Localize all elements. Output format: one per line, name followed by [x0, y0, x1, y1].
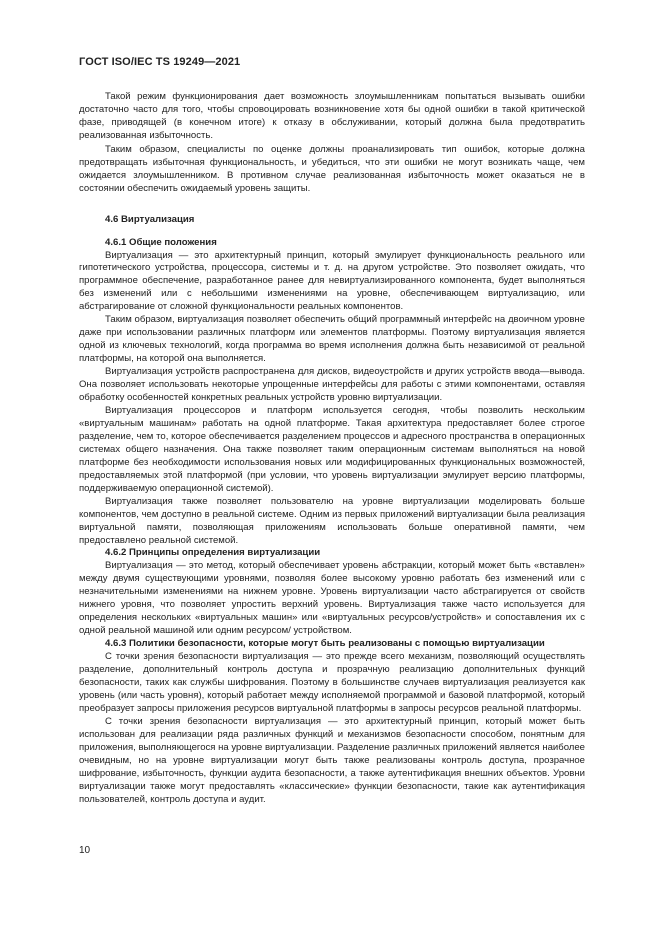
subsection-heading-4-6-2: 4.6.2 Принципы определения виртуализации	[105, 547, 321, 559]
subsection-heading-4-6-1: 4.6.1 Общие положения	[105, 236, 217, 248]
page-number: 10	[79, 845, 91, 856]
page-body	[79, 91, 585, 807]
document-header: ГОСТ ISO/IEC TS 19249—2021	[79, 56, 241, 68]
paragraph: Такой режим функционирования дает возможность злоумышленникам попытаться вызывать ошибки достаточно часто для того, чтобы спровоцировать возникновение хотя бы одной ошибки в такой критической фазе, приводящей (в конечном итоге) к отказу в обслуживании, который должна была предотвратить реализованная избыточность.	[79, 91, 585, 141]
paragraph: С точки зрения безопасности виртуализация — это прежде всего механизм, позволяющий осуществлять разделение, дополнительный контроль доступа и прозрачную реализацию дополнительных функций безопасности, таких как службы шифрования. Поэтому в большинстве случаев виртуализация реализуется как уровень (или часть уровня), который работает между исполняемой программой и базовой платформой, который преобразует запросы приложения ресурсов виртуальной платформы в запросы ресурсов реальной платформы.	[79, 651, 585, 714]
paragraph: Виртуализация — это архитектурный принцип, который эмулирует функциональность реального или гипотетического устройства, процессора, системы и т. д. на другом устройстве. Это позволяет ожидать, что программное обеспечение, разработанное ранее для невиртуализированного компонента, будет выполняться без изменений или с небольшими изменениями на уровне, обеспечивающем виртуализацию, или абстрагирование от сложной функциональности реальных компонентов.	[79, 249, 585, 313]
section-heading-4-6: 4.6 Виртуализация	[105, 213, 195, 225]
paragraph: С точки зрения безопасности виртуализация — это архитектурный принцип, который может быть использован для реализации ряда различных функций и механизмов безопасности способом, понятным для приложения, выполняющегося на уровне виртуализации. Разделение различных приложений является наиболее очевидным, но на уровне виртуализации могут быть также реализованы контроль доступа, прозрачное шифрование, избыточность, функции аудита безопасности, а также аутентификация внешних объектов. Уровни виртуализации также могут предоставлять «классические» функции безопасности, такие как аутентификация пользователей, контроль доступа и аудит.	[79, 715, 585, 805]
subsection-heading-4-6-3: 4.6.3 Политики безопасности, которые могут быть реализованы с помощью виртуализации	[105, 638, 545, 650]
paragraph: Виртуализация — это метод, который обеспечивает уровень абстракции, который может быть «вставлен» между двумя существующими уровнями, позволяя более высокому уровню работать без изменений или с незначительными изменениями на нижнем уровне. Уровень виртуализации часто абстрагируется от свойств нижнего уровня, что позволяет упростить верхний уровень. Виртуализация также часто используется для определения нескольких «виртуальных машин» или «виртуальных ресурсов/устройств» и сопоставления их с одной реальной машиной или одним ресурсом/ устройством.	[79, 560, 585, 637]
paragraph: Таким образом, специалисты по оценке должны проанализировать тип ошибок, которые должна предотвращать избыточная функциональность, и убедиться, что эти ошибки не могут возникать чаще, чем ожидается злоумышленником. В противном случае реализованная избыточность может оказаться не в состоянии обеспечить ожидаемый уровень защиты.	[79, 143, 585, 194]
paragraph: Виртуализация также позволяет пользователю на уровне виртуализации моделировать больше компонентов, чем доступно в реальной системе. Одним из первых приложений виртуализации была реализация виртуальной памяти, позволяющая приложениям использовать больше оперативной памяти, чем предоставлено реальной системой.	[79, 495, 585, 546]
paragraph: Виртуализация процессоров и платформ используется сегодня, чтобы позволить нескольким «виртуальным машинам» работать на одной платформе. Такая архитектура предоставляет более строгое разделение, чем то, которое обеспечивается разделением процессов и адресного пространства в операционных системах общего назначения. Она также позволяет таким операционным системам выполняться на новой платформе без необходимости использования новых или модифицированных функциональных возможностей, предоставляемых этой платформой (при условии, что уровень виртуализации эмулирует версию платформы, поддерживаемую операционной системой).	[79, 404, 585, 494]
paragraph: Таким образом, виртуализация позволяет обеспечить общий программный интерфейс на двоичном уровне даже при использовании различных платформ или элементов платформы. Поэтому виртуализация является одной из ключевых технологий, когда программа во время исполнения должна быть независимой от реальной платформы, на которой она выполняется.	[79, 314, 585, 365]
paragraph: Виртуализация устройств распространена для дисков, видеоустройств и других устройств ввода—вывода. Она позволяет использовать некоторые упрощенные интерфейсы для работы с этими компонентами, оставляя обработку особенностей конкретных реальных устройств уровню виртуализации.	[79, 366, 585, 404]
